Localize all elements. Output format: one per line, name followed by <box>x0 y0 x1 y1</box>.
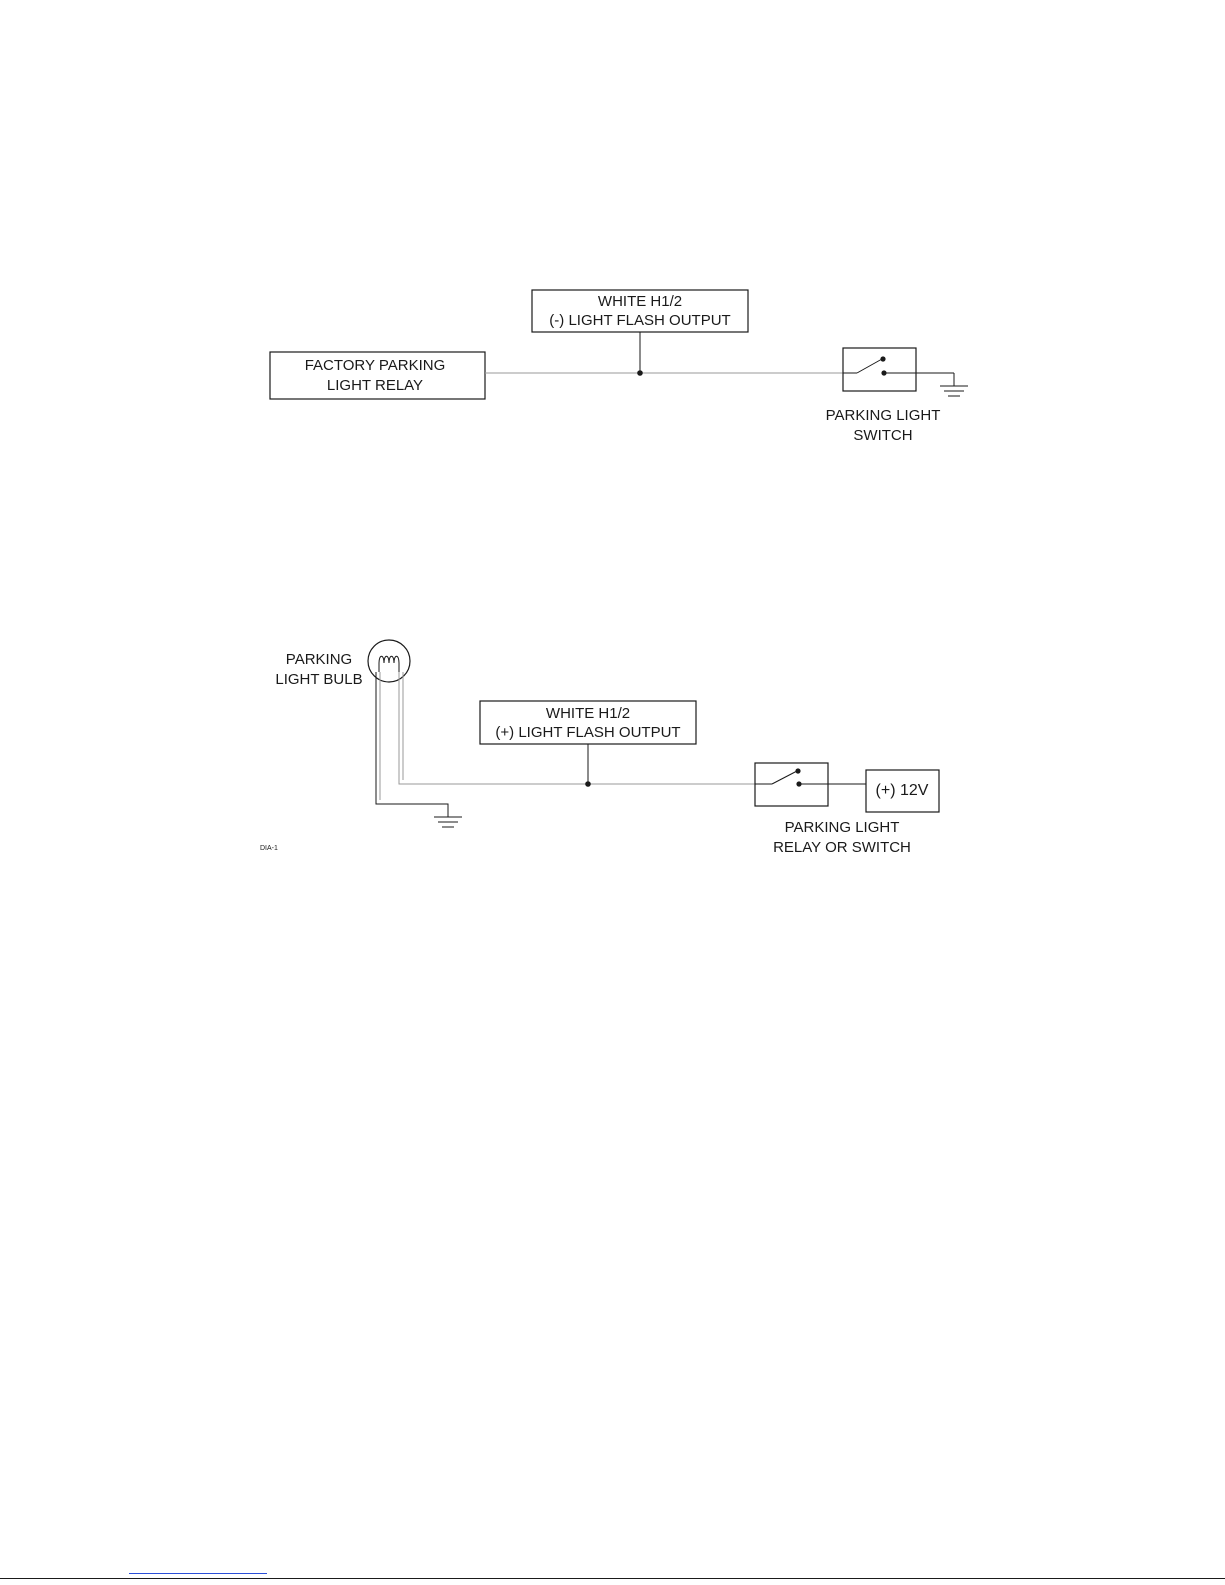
diagram-negative-output <box>270 290 968 444</box>
ground-symbol-icon <box>940 386 968 396</box>
parking-light-bulb-icon <box>368 640 410 682</box>
relay-label-line2: RELAY OR SWITCH <box>773 839 911 856</box>
footer-link-underline[interactable] <box>129 1573 267 1574</box>
bulb-ground-wire-outer <box>376 672 448 817</box>
bulb-label-line1: PARKING <box>285 651 353 668</box>
parking-light-relay <box>755 763 828 806</box>
footer-rule <box>0 1578 1225 1579</box>
ground-symbol-icon-2 <box>434 817 462 827</box>
output-box-negative-line2: (-) LIGHT FLASH OUTPUT <box>549 312 731 329</box>
diagram-code: DIA-1 <box>260 845 278 852</box>
relay-label-line1: PARKING LIGHT <box>784 819 900 836</box>
factory-relay-line2: LIGHT RELAY <box>326 377 424 394</box>
switch-label-line2: SWITCH <box>853 427 913 444</box>
diagram-positive-output <box>260 640 939 856</box>
output-box-positive-line2: (+) LIGHT FLASH OUTPUT <box>495 724 681 741</box>
output-box-negative <box>532 290 748 332</box>
switch-label-line1: PARKING LIGHT <box>825 407 941 424</box>
factory-relay-box <box>270 352 485 399</box>
junction-dot-positive <box>585 781 591 787</box>
power-12v-label: (+) 12V <box>875 782 929 799</box>
power-12v-box <box>866 770 939 812</box>
output-box-negative-line1: WHITE H1/2 <box>597 293 683 310</box>
junction-dot <box>637 370 643 376</box>
bulb-label-line2: LIGHT BULB <box>275 671 363 688</box>
output-box-positive-line1: WHITE H1/2 <box>545 705 631 722</box>
output-box-positive <box>480 701 696 744</box>
parking-light-switch <box>843 348 916 391</box>
factory-relay-line1: FACTORY PARKING <box>304 357 446 374</box>
